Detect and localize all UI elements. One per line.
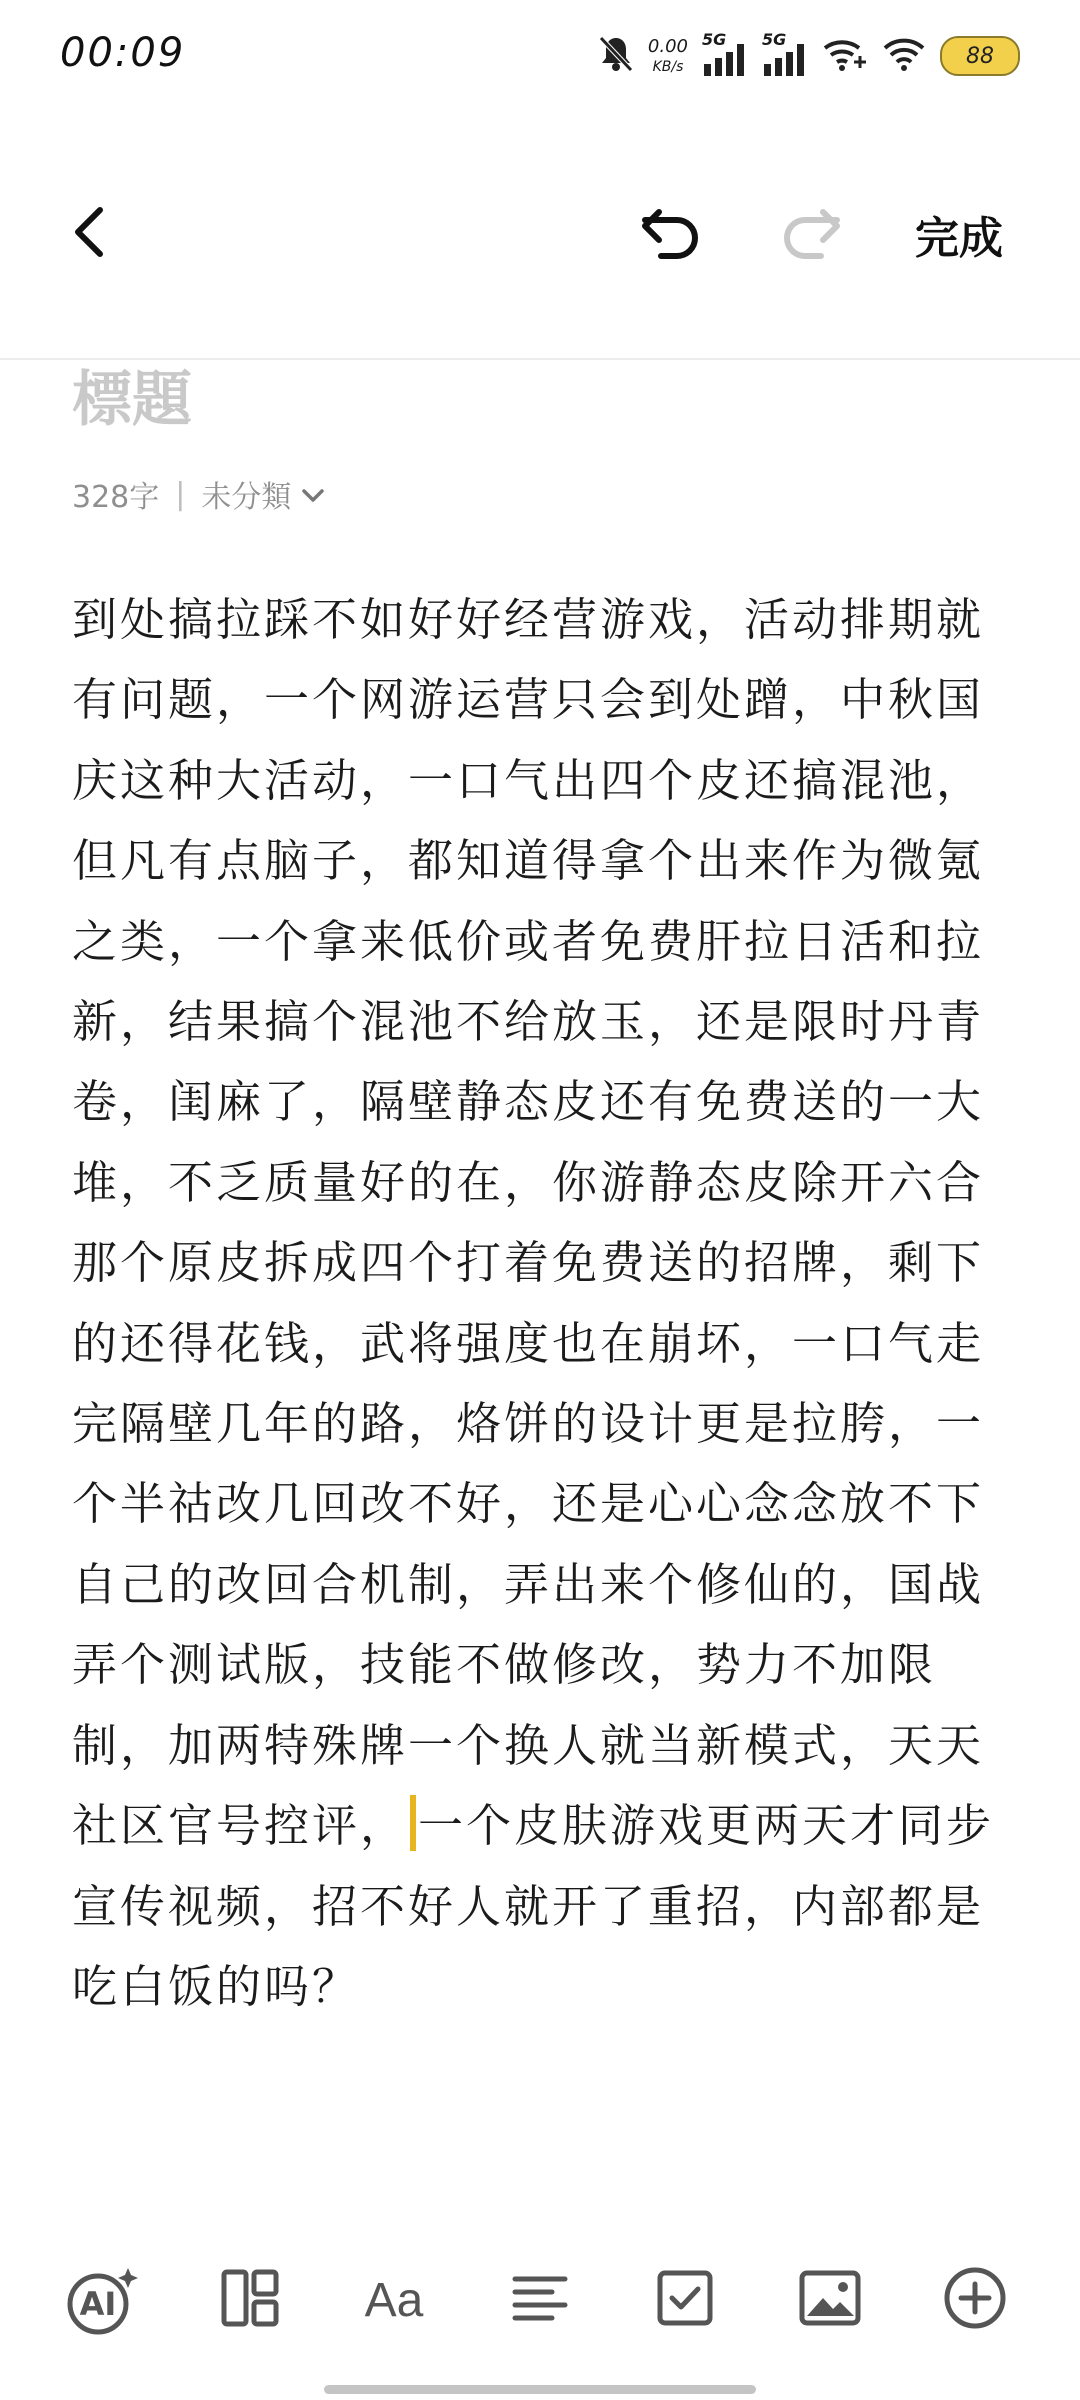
- font-label: Aa: [364, 2273, 424, 2327]
- redo-button[interactable]: [775, 202, 847, 266]
- wifi-plus-icon: [822, 34, 868, 78]
- align-icon: [512, 2273, 568, 2327]
- wifi-icon: [882, 34, 926, 78]
- layout-button[interactable]: [208, 2255, 292, 2345]
- net-speed-unit: KB/s: [652, 59, 684, 75]
- image-icon: [799, 2270, 861, 2330]
- undo-button[interactable]: [635, 202, 707, 266]
- net-speed: [648, 38, 688, 74]
- status-time: 00:09: [60, 30, 186, 76]
- meta-separator: |: [175, 476, 186, 512]
- bottom-toolbar: [0, 2255, 1080, 2345]
- image-button[interactable]: [788, 2255, 872, 2345]
- status-icons: [598, 28, 1020, 84]
- note-meta: [72, 472, 325, 516]
- add-icon: [943, 2266, 1007, 2334]
- status-bar: [0, 0, 1080, 110]
- body-text-after-cursor: 一个皮肤游戏更两天才同步宣传视频，招不好人就开了重招，内部都是吃白饭的吗？: [72, 1799, 995, 2013]
- note-body-editor[interactable]: [72, 580, 1002, 2027]
- back-icon: [70, 204, 110, 264]
- undo-icon: [639, 202, 703, 266]
- battery-icon: [940, 36, 1020, 76]
- mute-bell-icon: [598, 34, 634, 78]
- chevron-down-icon: [301, 477, 325, 512]
- checklist-icon: [656, 2269, 714, 2331]
- category-label: 未分類: [201, 480, 292, 515]
- signal-icon: [702, 30, 748, 78]
- editor-toolbar: [0, 180, 1080, 290]
- layout-icon: [220, 2268, 280, 2332]
- signal-icon: [762, 30, 808, 78]
- checklist-button[interactable]: [643, 2255, 727, 2345]
- home-indicator[interactable]: [324, 2385, 756, 2394]
- net-speed-value: 0.00: [647, 36, 688, 57]
- font-icon: [365, 2273, 424, 2328]
- body-text-before-cursor: 到处搞拉踩不如好好经营游戏，活动排期就有问题，一个网游运营只会到处蹭，中秋国庆这种大活动，一口气出四个皮还搞混池，但凡有点脑子，都知道得拿个出来作为微氪之类，一个拿来低价或者免费肝拉日活和拉新，结果搞个混池不给放玉，还是限时丹青卷，闺麻了，隔壁静态皮还有免费送的一大堆，不乏质量好的在，你游静态皮除开六合那个原皮拆成四个打着免费送的招牌，剩下的还得花钱，武将强度也在崩坏，一口气走完隔壁几年的路，烙饼的设计更是拉胯，一个半祜改几回改不好，还是心心念念放不下自己的改回合机制，弄出来个修仙的，国战弄个测试版，技能不做修改，势力不加限制，加两特殊牌一个换人就当新模式，天天社区官号控评，: [72, 593, 985, 1853]
- sim1-label: 5G: [702, 30, 727, 49]
- back-button[interactable]: [60, 204, 120, 264]
- category-selector[interactable]: [201, 472, 325, 516]
- redo-icon: [779, 202, 843, 266]
- word-count: 328字: [72, 480, 160, 515]
- done-button[interactable]: 完成: [915, 213, 1003, 264]
- ai-label: AI: [79, 2285, 117, 2323]
- add-button[interactable]: [933, 2255, 1017, 2345]
- note-title-input[interactable]: 標題: [72, 365, 192, 435]
- sim2-label: 5G: [762, 30, 787, 49]
- font-button[interactable]: [352, 2255, 436, 2345]
- ai-button[interactable]: [60, 2255, 144, 2345]
- battery-level: 88: [966, 43, 994, 69]
- text-cursor: [410, 1795, 416, 1851]
- align-button[interactable]: [498, 2255, 582, 2345]
- ai-icon: [67, 2265, 137, 2335]
